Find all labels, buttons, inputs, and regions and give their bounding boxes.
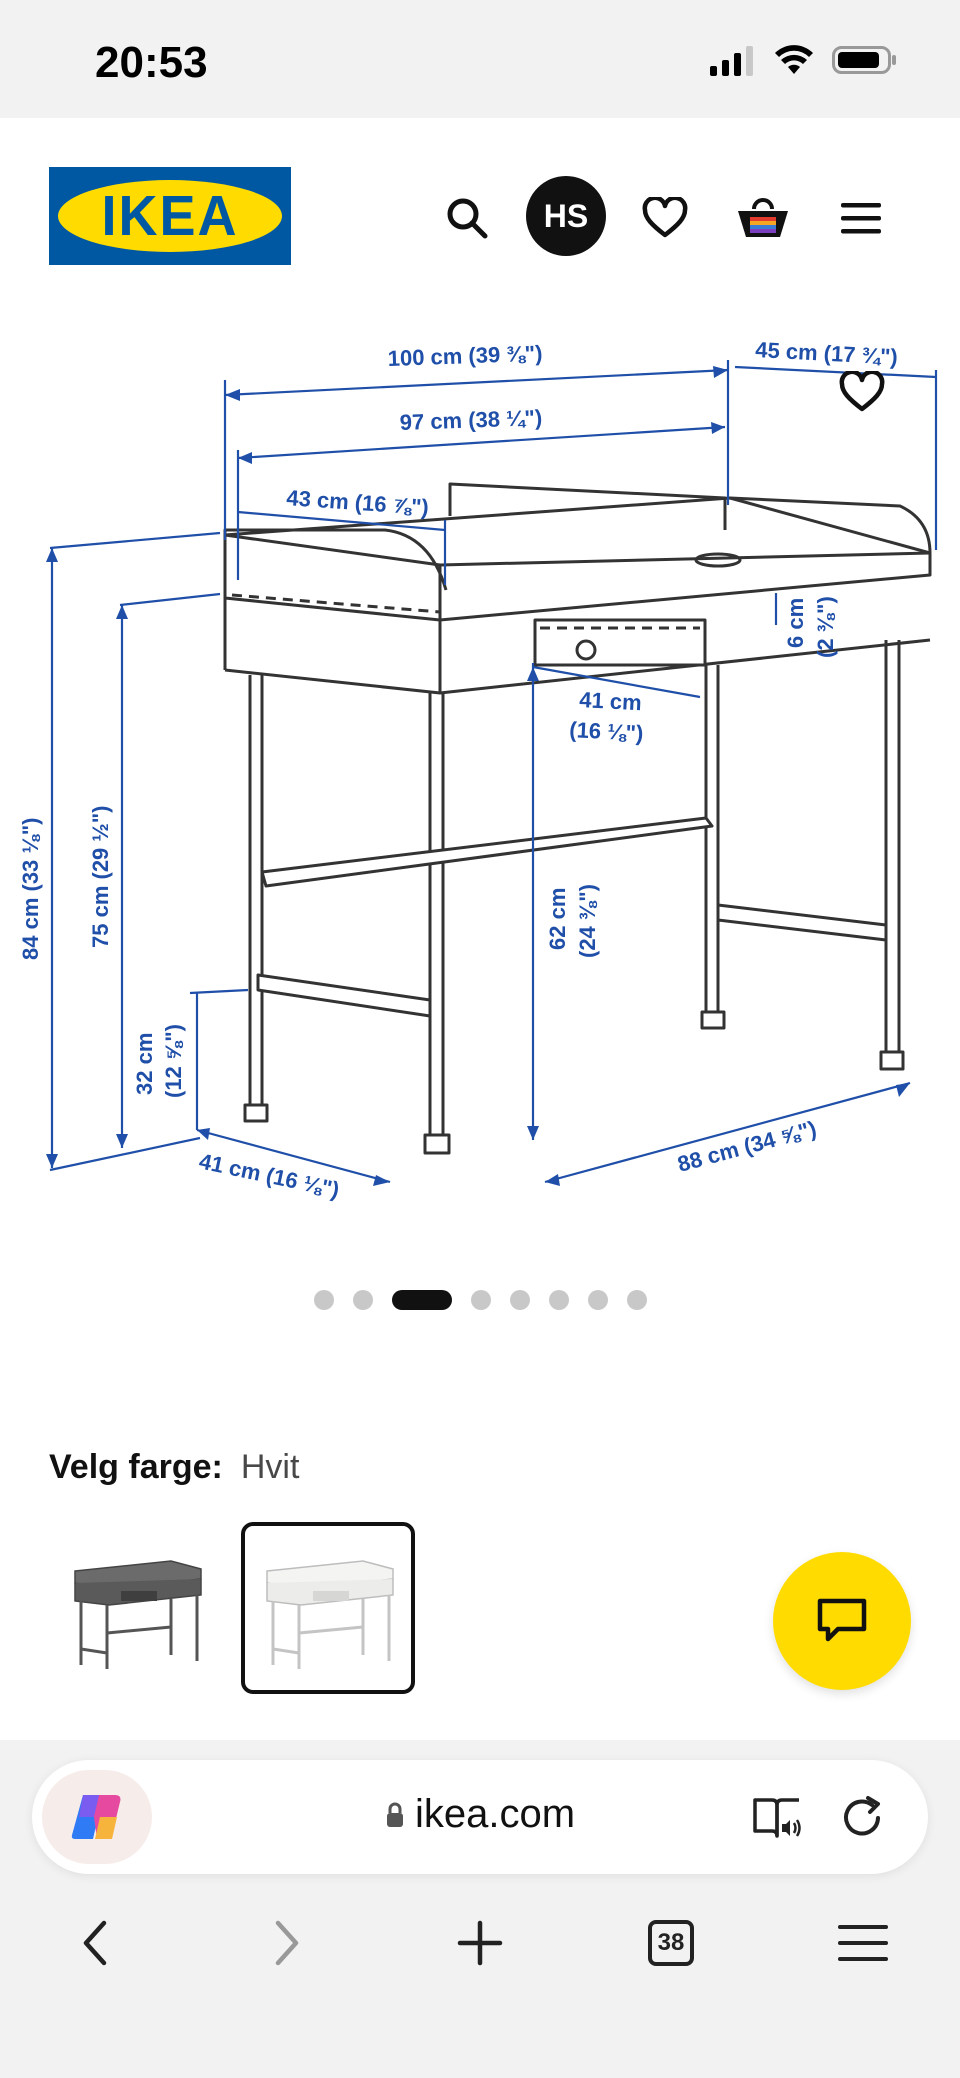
dim-clearance: 62 cm [545,887,570,950]
dim-drawer-height-in: (2 ⅜") [813,596,838,658]
dim-shelf-width: 43 cm (16 ⅞") [285,485,430,520]
image-favorite-button[interactable] [832,362,892,422]
dim-total-height: 84 cm (33 ⅛") [18,817,43,960]
carousel-dot[interactable] [471,1290,491,1310]
dim-leg-width: 88 cm (34 ⅝") [674,1115,819,1177]
menu-button[interactable] [829,186,893,250]
dim-total-width: 100 cm (39 ⅜") [387,340,543,371]
tabs-button[interactable] [636,1908,706,1978]
color-option-grey[interactable] [49,1522,223,1694]
reload-button[interactable] [832,1788,892,1848]
wifi-icon [774,44,814,76]
lock-icon [385,1802,405,1828]
dim-desk-height: 75 cm (29 ½") [88,805,113,948]
chevron-left-icon [80,1919,110,1967]
hamburger-menu-icon [839,201,883,235]
carousel-dot-active[interactable] [392,1290,452,1310]
browser-menu-button[interactable] [828,1908,898,1978]
plus-icon [456,1919,504,1967]
status-bar [0,0,960,118]
tab-count: 38 [657,1929,685,1956]
color-label-value: Hvit [240,1448,300,1486]
battery-icon [832,44,898,76]
reload-icon [838,1794,886,1842]
dim-drawer-width-in: (16 ⅛") [568,717,644,746]
logo-oval [58,180,282,252]
reader-mode-button[interactable] [748,1788,808,1848]
color-option-white[interactable] [241,1522,415,1694]
carousel-dot[interactable] [314,1290,334,1310]
dim-depth: 45 cm (17 ¾") [754,337,899,370]
search-icon [445,196,489,240]
chat-button[interactable] [773,1552,911,1690]
account-avatar[interactable] [526,176,606,256]
desk-thumbnail-white [253,1543,403,1673]
avatar-initials: HS [543,197,589,234]
back-button[interactable] [60,1908,130,1978]
dim-leg-depth: 41 cm (16 ⅛") [196,1148,342,1203]
carousel-dot[interactable] [510,1290,530,1310]
dim-drawer-height: 6 cm [783,597,808,648]
carousel-indicator [0,1290,960,1310]
carousel-dot[interactable] [627,1290,647,1310]
address-bar[interactable] [32,1760,928,1874]
new-tab-button[interactable] [445,1908,515,1978]
tab-count-icon [648,1920,694,1966]
chat-bubble-icon [816,1597,868,1645]
heart-icon [642,197,688,239]
hamburger-menu-icon [838,1923,888,1963]
product-image[interactable] [0,318,960,1258]
dim-bar-height: 32 cm [132,1032,157,1095]
forward-button[interactable] [252,1908,322,1978]
dim-inner-width: 97 cm (38 ¼") [399,405,543,435]
carousel-dot[interactable] [549,1290,569,1310]
dim-clearance-in: (24 ⅜") [575,883,600,958]
heart-icon [839,371,885,413]
status-icons [708,44,898,76]
carousel-dot[interactable] [588,1290,608,1310]
color-label-key: Velg farge: [49,1448,223,1486]
color-select-label [49,1448,299,1487]
cellular-signal-icon [708,44,756,76]
wishlist-button[interactable] [633,186,697,250]
url-text: ikea.com [414,1792,576,1836]
cart-button[interactable] [731,186,795,250]
dim-drawer-width: 41 cm [578,687,643,716]
search-button[interactable] [435,186,499,250]
reader-listen-icon [752,1796,804,1840]
ikea-logo[interactable] [49,167,291,265]
site-header [0,118,960,318]
browser-toolbar [0,1740,960,2078]
dim-bar-height-in: (12 ⅝") [161,1023,186,1098]
chevron-right-icon [272,1919,302,1967]
shopping-bag-icon [736,195,790,241]
status-time: 20:53 [95,38,208,87]
desk-dimension-drawing [0,318,960,1258]
carousel-dot[interactable] [353,1290,373,1310]
logo-text: IKEA [101,184,239,248]
desk-thumbnail-grey [61,1543,211,1673]
